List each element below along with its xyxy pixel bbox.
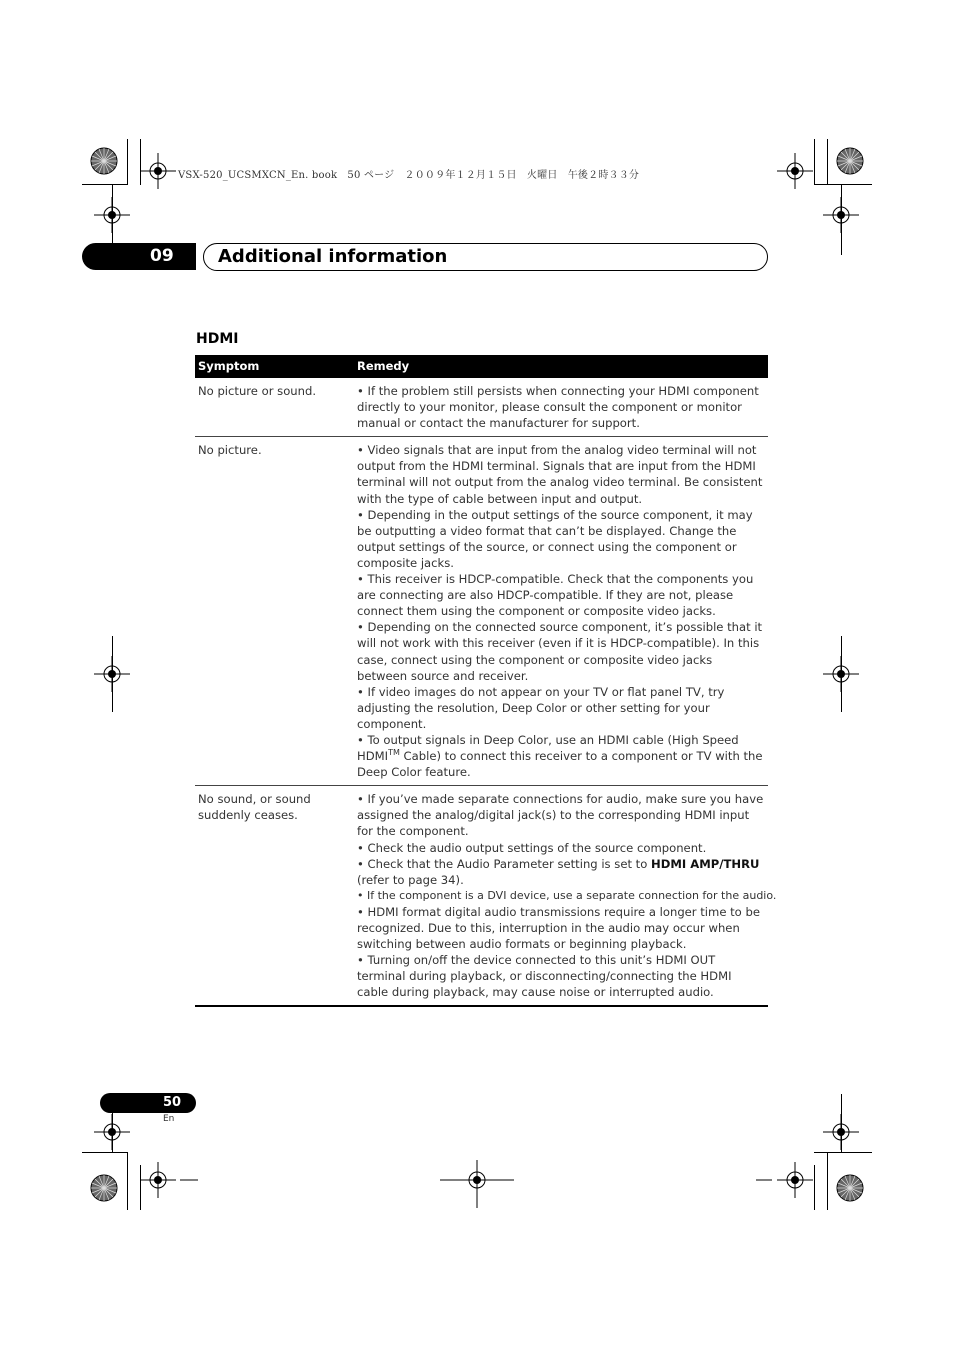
remedy-item: • Check the audio output settings of the source component. — [357, 840, 707, 855]
remedy-item: • Depending on the connected source component, it’s possible that it will not work with this receiver (even if it is HDCP-compatible). In this case, connect using the component or composite video jacks between source and receiver. — [357, 620, 763, 683]
chapter-number: 09 — [150, 246, 174, 266]
page-number: 50 — [162, 1095, 182, 1110]
remedy-item-dvi: • If the component is a DVI device, use a separate connection for the audio. — [357, 888, 777, 902]
table-row — [195, 437, 768, 786]
symptom-cell: No picture. — [198, 443, 262, 458]
remedy-cell — [357, 378, 765, 436]
remedy-item-deep-color: • To output signals in Deep Color, use an HDMI cable (High Speed HDMI™ Cable) to connect this receiver to a component or TV with the Deep Color feature. — [357, 732, 763, 780]
table-row — [195, 378, 768, 437]
symptom-cell: No sound, or sound suddenly ceases. — [198, 792, 311, 823]
remedy-item: • HDMI format digital audio transmissions require a longer time to be recognized. Due to this, interruption in the audio may occur when switching between audio formats or beginning playback. — [357, 904, 760, 952]
remedy-item: • If video images do not appear on your TV or flat panel TV, try adjusting the resolution, Deep Color or other setting for your component. — [357, 684, 725, 731]
remedy-item: • This receiver is HDCP-compatible. Check that the components you are connecting are also HDCP-compatible. If they are not, please connect them using the component or composite video jacks. — [357, 572, 754, 619]
remedy-item: • If the problem still persists when connecting your HDMI component directly to your monitor, please consult the component or monitor manual or contact the manufacturer for support. — [357, 384, 759, 431]
remedy-item: • Depending in the output settings of the source component, it may be outputting a video format that can’t be displayed. Change the output settings of the source, or connect using the component or composite jacks. — [357, 507, 753, 570]
symptom-cell: No picture or sound. — [198, 384, 317, 398]
column-header-symptom: Symptom — [198, 359, 260, 373]
column-header-remedy: Remedy — [357, 359, 410, 373]
page-language: En — [163, 1114, 175, 1124]
trademark-sup: TM — [388, 748, 400, 758]
remedy-item: • If you’ve made separate connections for audio, make sure you have assigned the analog/digital jack(s) to the corresponding HDMI input for the component. — [357, 792, 764, 839]
remedy-cell — [357, 786, 777, 1005]
setting-name: HDMI AMP/THRU — [651, 856, 760, 871]
section-title: HDMI — [196, 331, 239, 347]
remedy-item-audio-parameter: • Check that the Audio Parameter setting is set to HDMI AMP/THRU (refer to page 34). — [357, 856, 760, 887]
table-header — [195, 355, 768, 378]
remedy-item: • Video signals that are input from the analog video terminal will not output from the HDMI terminal. Signals that are input from the HDMI terminal will not output from the analog video terminal. Be consistent with the type of cable between input and output. — [357, 443, 763, 506]
chapter-title: Additional information — [218, 246, 448, 267]
troubleshooting-table — [195, 355, 777, 1007]
print-file-header: VSX-520_UCSMXCN_En. book 50 ページ ２００９年１２月１５日 火曜日 午後２時３３分 — [178, 170, 640, 181]
remedy-item: • Turning on/off the device connected to this unit’s HDMI OUT terminal during playback, or disconnecting/connecting the HDMI cable during playback, may cause noise or interrupted audio. — [357, 953, 732, 1000]
table-row — [195, 786, 777, 1007]
remedy-cell — [357, 437, 765, 785]
